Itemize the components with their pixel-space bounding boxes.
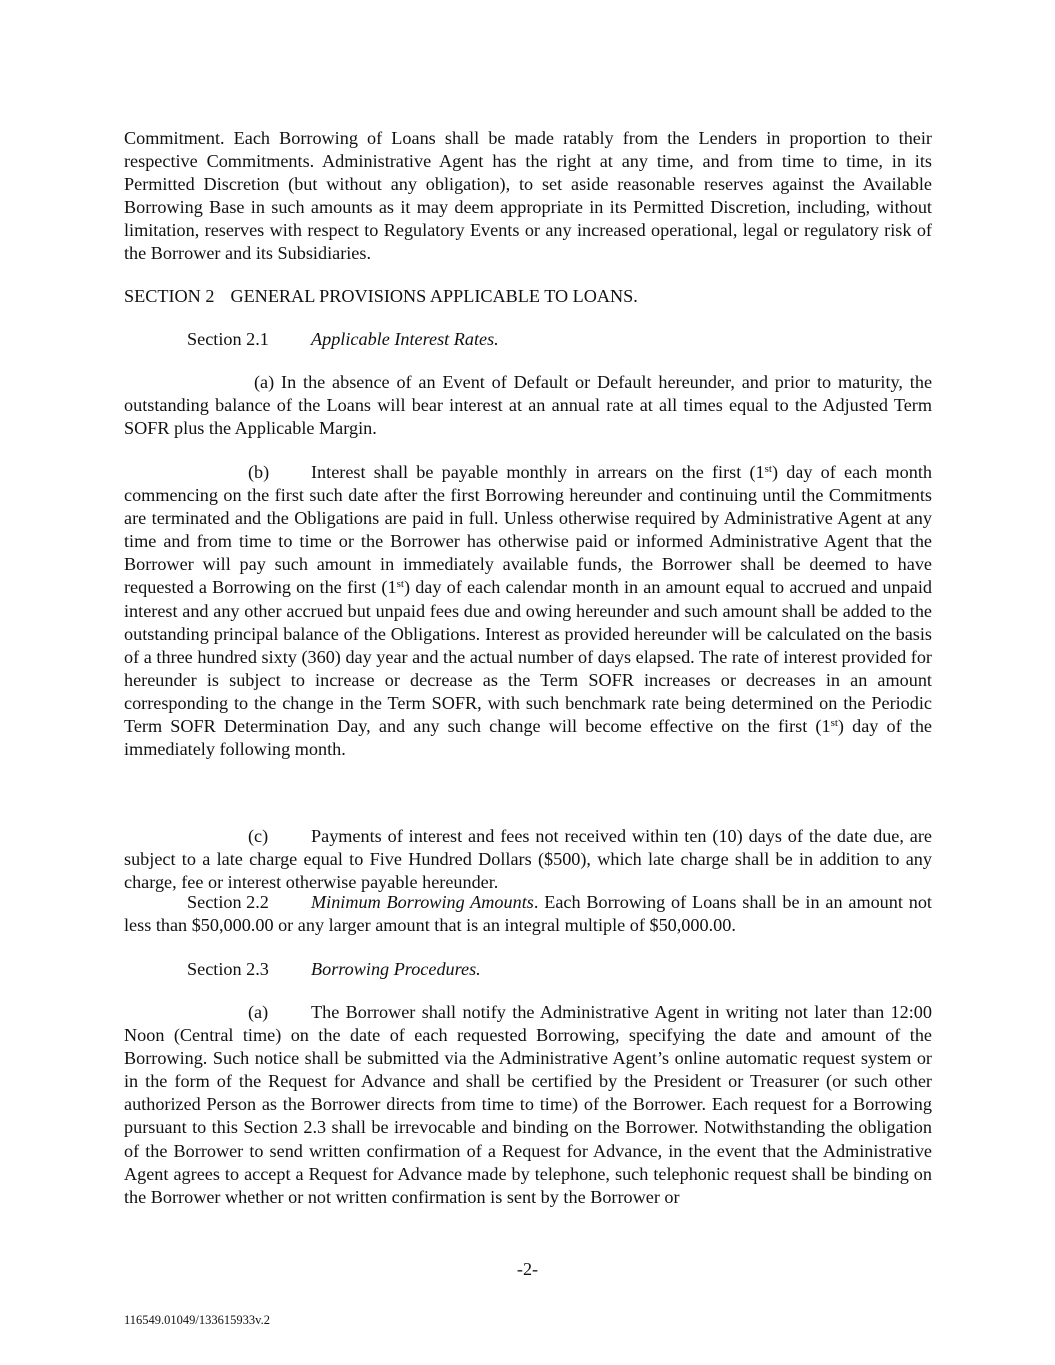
section-2-1-b-text-3: ) day of each calendar month in an amount equal to accrued and unpaid interest and any other accrued but unpaid fees due and owing hereunder and such amount shall be added to the outstanding principal balance of the Obligations. Interest as provided hereunder will be calculated on the basis of a three hundred sixty (360) day year and the actual number of days elapsed. The rate of interest provided for hereunder is subject to increase or decrease as the Term SOFR increases or decreases in an amount corresponding to the change in the Term SOFR, with such benchmark rate being determined on the Periodic Term SOFR Determination Day, and any such change will become effective on the first (1 — [124, 577, 933, 737]
section-2-1-c-text: Payments of interest and fees not received within ten (10) days of the date due, are subject to a late charge equal to Five Hundred Dollars ($500), which late charge shall be in addition to any charge, fee or interest otherwise payable hereunder. — [124, 826, 932, 893]
section-2-1-a-text: In the absence of an Event of Default or Default hereunder, and prior to maturity, the outstanding balance of the Loans will bear interest at an annual rate at all times equal to the Adjusted Term SOFR plus the Applicable Margin. — [124, 372, 933, 439]
section-2-heading — [124, 285, 932, 308]
page-number: -2- — [516, 1259, 539, 1279]
section-2-1-b-text-2: ) day of each month commencing on the first such date after the first Borrowing hereunder and continuing until the Commitments are terminated and the Obligations are paid in full. Unless otherwise required by Administrative Agent at any time and from time to time or the Borrower has otherwise paid or informed Administrative Agent that the Borrower will pay such amount in immediately available funds, the Borrower shall be deemed to have requested a Borrowing on the first (1 — [124, 462, 932, 598]
section-2-1-b-sup-1: st — [764, 463, 772, 475]
intro-paragraph: Commitment. Each Borrowing of Loans shall be made ratably from the Lenders in proportion to their respective Commitments. Administrative Agent has the right at any time, and from time to time, in its Permitted Discretion (but without any obligation), to set aside reasonable reserves against the Available Borrowing Base in such amounts as it may deem appropriate in its Permitted Discretion, including, without limitation, reserves with respect to Regulatory Events or any increased operational, legal or regulatory risk of the Borrower and its Subsidiaries. — [124, 128, 932, 264]
section-2-3-title: Borrowing Procedures. — [311, 959, 481, 979]
section-2-3-a-paragraph — [124, 1001, 932, 1209]
section-2-2-text: . Each Borrowing of Loans shall be in an amount not less than $50,000.00 or any larger amount that is an integral multiple of $50,000.00. — [124, 892, 932, 936]
section-2-1-b-sup-3: st — [830, 717, 838, 730]
section-2-2-number: Section 2.2 — [187, 892, 269, 912]
section-2-3-heading — [124, 958, 932, 981]
section-2-1-heading — [124, 328, 932, 351]
section-2-title: GENERAL PROVISIONS APPLICABLE TO LOANS. — [230, 286, 638, 306]
section-2-1-c-paragraph — [124, 825, 932, 894]
section-2-2-title: Minimum Borrowing Amounts — [311, 892, 534, 912]
section-2-1-b-sup-2: st — [396, 578, 404, 591]
section-2-2-paragraph — [124, 891, 932, 937]
section-2-1-b-label: (b) — [248, 462, 270, 482]
section-2-1-b-text-4: ) day of the immediately following month. — [124, 716, 933, 760]
document-id: 116549.01049/133615933v.2 — [124, 1313, 270, 1327]
section-2-1-a-label: (a) — [254, 372, 275, 392]
section-2-3-a-label: (a) — [248, 1002, 269, 1022]
section-2-1-b-text-1: Interest shall be payable monthly in arrears on the first (1 — [311, 462, 765, 482]
section-2-1-c-label: (c) — [248, 826, 269, 846]
section-2-1-title: Applicable Interest Rates. — [311, 329, 499, 349]
section-2-1-number: Section 2.1 — [187, 329, 269, 349]
section-2-number: SECTION 2 — [124, 286, 215, 306]
section-2-3-a-text: The Borrower shall notify the Administrative Agent in writing not later than 12:00 Noon (Central time) on the date of each requested Borrowing, specifying the date and amount of the Borrowing. Such notice shall be submitted via the Administrative Agent’s online automatic request system or in the form of the Request for Advance and shall be certified by the President or Treasurer (or such other authorized Person as the Borrower directs from time to time) of the Borrower. Each request for a Borrowing pursuant to this Section 2.3 shall be irrevocable and binding on the Borrower. Notwithstanding the obligation of the Borrower to send written confirmation of a Request for Advance, in the event that the Administrative Agent agrees to accept a Request for Advance made by telephone, such telephonic request shall be binding on the Borrower whether or not written confirmation is sent by the Borrower or — [124, 1002, 932, 1207]
section-2-1-a-paragraph — [124, 371, 932, 440]
section-2-1-b-paragraph — [124, 461, 932, 761]
section-2-3-number: Section 2.3 — [187, 959, 269, 979]
